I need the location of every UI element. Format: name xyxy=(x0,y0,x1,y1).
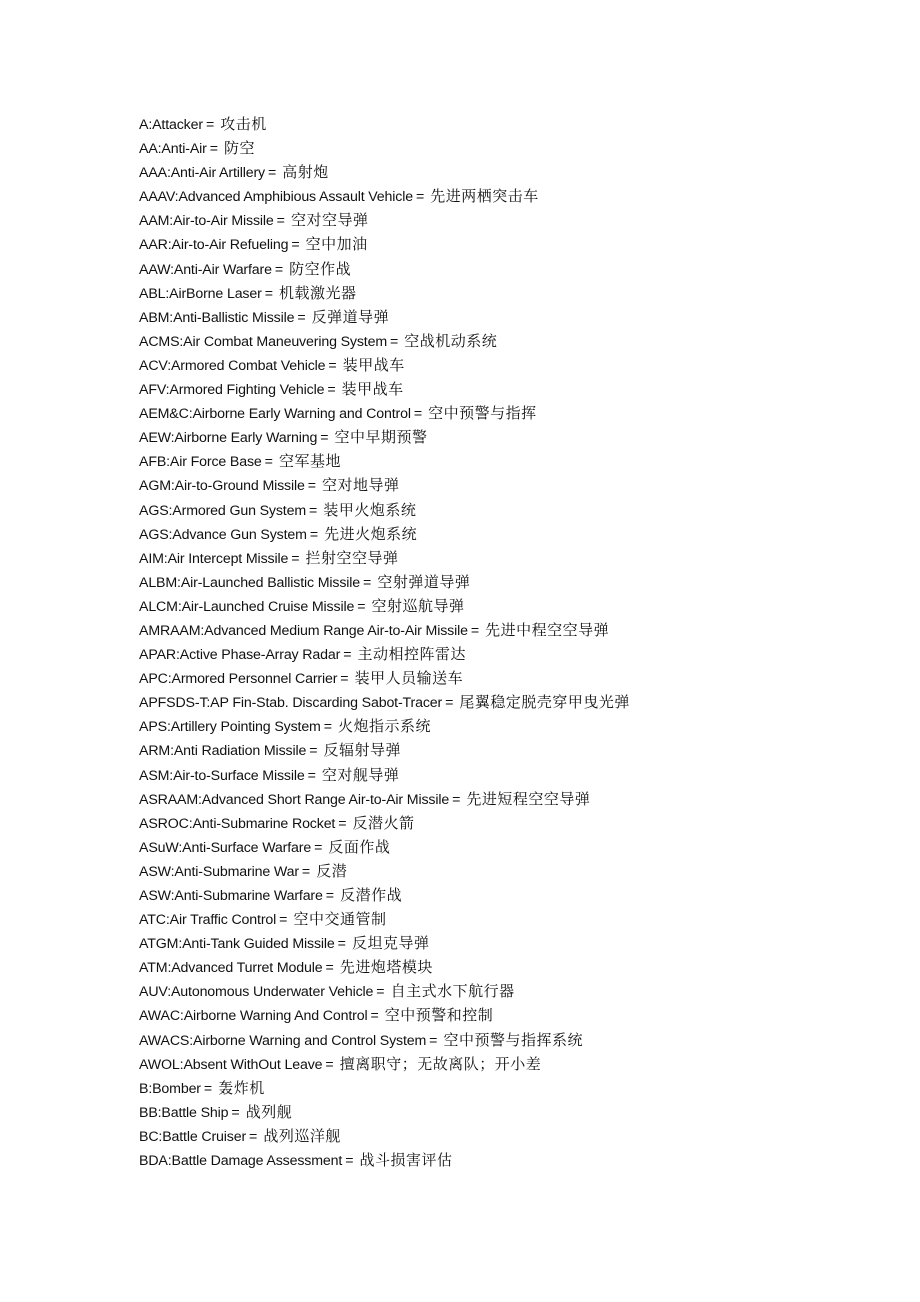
entry-separator: = xyxy=(320,430,329,447)
entry-meaning: 反弹道导弹 xyxy=(311,307,390,326)
entry-term: AGS:Armored Gun System xyxy=(139,502,307,519)
entry-term: ATGM:Anti-Tank Guided Missile xyxy=(139,936,335,953)
glossary-entry xyxy=(139,546,859,570)
glossary-entry xyxy=(139,690,859,714)
entry-term: BB:Battle Ship xyxy=(139,1104,229,1121)
glossary-entry xyxy=(139,1148,859,1172)
entry-meaning: 高射炮 xyxy=(282,163,329,182)
glossary-entry xyxy=(139,257,859,281)
entry-meaning: 尾翼稳定脱壳穿甲曳光弹 xyxy=(459,693,630,712)
entry-term: ASROC:Anti-Submarine Rocket xyxy=(139,815,336,832)
entry-term: APAR:Active Phase-Array Radar xyxy=(139,647,341,664)
glossary-entry xyxy=(139,232,859,256)
glossary-entry xyxy=(139,835,859,859)
entry-separator: = xyxy=(415,189,425,206)
entry-term: AGS:Advance Gun System xyxy=(139,526,307,543)
entry-meaning: 空对地导弹 xyxy=(322,476,400,495)
entry-separator: = xyxy=(363,574,372,591)
entry-separator: = xyxy=(343,647,352,664)
entry-term: AIM:Air Intercept Missile xyxy=(139,550,289,567)
entry-meaning: 装甲人员输送车 xyxy=(354,669,464,688)
glossary-entry xyxy=(139,1052,859,1076)
entry-separator: = xyxy=(452,791,461,808)
glossary-entry xyxy=(139,160,859,184)
entry-meaning: 战列舰 xyxy=(245,1102,293,1121)
glossary-entry xyxy=(139,1028,859,1052)
entry-term: ATM:Advanced Turret Module xyxy=(139,960,323,977)
entry-meaning: 主动相控阵雷达 xyxy=(357,645,466,664)
entry-separator: = xyxy=(309,502,318,519)
glossary-entry xyxy=(139,184,859,208)
entry-term: AUV:Autonomous Underwater Vehicle xyxy=(139,984,374,1001)
entry-separator: = xyxy=(291,237,300,254)
entry-separator: = xyxy=(276,213,285,230)
entry-term: AMRAAM:Advanced Medium Range Air-to-Air Missile xyxy=(139,622,468,639)
entry-term: APFSDS-T:AP Fin-Stab. Discarding Sabot-Tracer xyxy=(139,695,443,712)
entry-separator: = xyxy=(264,285,273,302)
entry-term: AWAC:Airborne Warning And Control xyxy=(139,1008,368,1025)
glossary-entry xyxy=(139,329,859,353)
entry-meaning: 反潜火箭 xyxy=(352,813,415,832)
entry-meaning: 反辐射导弹 xyxy=(323,741,402,760)
entry-term: APS:Artillery Pointing System xyxy=(139,719,321,736)
entry-meaning: 防空 xyxy=(224,139,256,158)
entry-separator: = xyxy=(209,141,219,158)
entry-term: ACV:Armored Combat Vehicle xyxy=(139,357,326,374)
entry-term: ABM:Anti-Ballistic Missile xyxy=(139,309,295,326)
entry-meaning: 先进火炮系统 xyxy=(324,524,418,543)
entry-term: BC:Battle Cruiser xyxy=(139,1128,247,1145)
entry-term: AWOL:Absent WithOut Leave xyxy=(139,1056,323,1073)
entry-meaning: 轰炸机 xyxy=(218,1078,265,1097)
entry-term: AAR:Air-to-Air Refueling xyxy=(139,237,289,254)
entry-meaning: 火炮指示系统 xyxy=(338,717,432,736)
acronym-glossary-list xyxy=(139,112,859,1172)
entry-separator: = xyxy=(429,1032,438,1049)
entry-term: A:Attacker xyxy=(139,117,203,133)
entry-separator: = xyxy=(345,1153,354,1170)
glossary-entry xyxy=(139,473,859,497)
entry-meaning: 空中交通管制 xyxy=(293,910,387,929)
entry-meaning: 攻击机 xyxy=(220,115,267,133)
entry-meaning: 空对空导弹 xyxy=(290,211,369,230)
entry-separator: = xyxy=(327,382,336,399)
glossary-entry xyxy=(139,522,859,546)
glossary-entry xyxy=(139,425,859,449)
glossary-entry xyxy=(139,787,859,811)
glossary-entry xyxy=(139,907,859,931)
glossary-entry xyxy=(139,449,859,473)
glossary-entry xyxy=(139,305,859,329)
glossary-entry xyxy=(139,859,859,883)
glossary-entry xyxy=(139,955,859,979)
entry-meaning: 空军基地 xyxy=(278,452,341,471)
entry-term: ASRAAM:Advanced Short Range Air-to-Air Missile xyxy=(139,791,450,808)
entry-term: ALCM:Air-Launched Cruise Missile xyxy=(139,598,355,615)
entry-separator: = xyxy=(279,912,288,929)
glossary-entry xyxy=(139,136,859,160)
entry-meaning: 装甲战车 xyxy=(342,355,405,374)
entry-separator: = xyxy=(249,1128,258,1145)
entry-separator: = xyxy=(357,598,366,615)
entry-term: ASW:Anti-Submarine War xyxy=(139,863,299,880)
entry-meaning: 先进中程空空导弹 xyxy=(485,620,610,639)
entry-separator: = xyxy=(231,1104,240,1121)
glossary-entry xyxy=(139,642,859,666)
entry-meaning: 装甲火炮系统 xyxy=(323,500,417,519)
entry-term: AAW:Anti-Air Warfare xyxy=(139,261,272,278)
glossary-entry xyxy=(139,763,859,787)
entry-term: AFB:Air Force Base xyxy=(139,454,262,471)
glossary-entry xyxy=(139,883,859,907)
entry-term: AAA:Anti-Air Artillery xyxy=(139,165,265,182)
entry-meaning: 先进两栖突击车 xyxy=(430,187,539,206)
entry-separator: = xyxy=(376,984,385,1001)
entry-meaning: 战斗损害评估 xyxy=(359,1151,453,1170)
entry-meaning: 空射巡航导弹 xyxy=(371,596,465,615)
entry-separator: = xyxy=(307,767,316,784)
glossary-entry xyxy=(139,931,859,955)
entry-separator: = xyxy=(297,309,306,326)
entry-term: ASW:Anti-Submarine Warfare xyxy=(139,888,323,904)
glossary-entry xyxy=(139,377,859,401)
entry-separator: = xyxy=(291,550,300,567)
glossary-entry xyxy=(139,401,859,425)
entry-separator: = xyxy=(413,406,423,423)
entry-separator: = xyxy=(325,888,335,904)
entry-separator: = xyxy=(274,261,284,278)
entry-separator: = xyxy=(264,454,273,471)
glossary-entry xyxy=(139,811,859,835)
entry-term: AGM:Air-to-Ground Missile xyxy=(139,478,305,495)
entry-separator: = xyxy=(337,936,346,953)
glossary-entry xyxy=(139,353,859,377)
entry-meaning: 空射弹道导弹 xyxy=(377,572,471,591)
entry-term: AA:Anti-Air xyxy=(139,141,207,158)
entry-term: ACMS:Air Combat Maneuvering System xyxy=(139,333,387,350)
entry-meaning: 空战机动系统 xyxy=(404,331,498,350)
glossary-entry xyxy=(139,979,859,1003)
entry-meaning: 反潜作战 xyxy=(340,886,403,904)
entry-separator: = xyxy=(328,357,337,374)
entry-separator: = xyxy=(309,526,319,543)
entry-separator: = xyxy=(325,960,334,977)
entry-separator: = xyxy=(338,815,347,832)
entry-separator: = xyxy=(370,1008,379,1025)
entry-meaning: 先进炮塔模块 xyxy=(339,958,433,977)
entry-term: ASM:Air-to-Surface Missile xyxy=(139,767,305,784)
entry-meaning: 空对舰导弹 xyxy=(321,765,400,784)
entry-term: B:Bomber xyxy=(139,1080,201,1097)
glossary-entry xyxy=(139,208,859,232)
entry-term: ALBM:Air-Launched Ballistic Missile xyxy=(139,574,361,591)
entry-separator: = xyxy=(301,863,311,880)
entry-meaning: 先进短程空空导弹 xyxy=(466,789,591,808)
glossary-entry xyxy=(139,570,859,594)
glossary-entry xyxy=(139,714,859,738)
entry-meaning: 擅离职守；无故离队；开小差 xyxy=(339,1054,542,1073)
entry-separator: = xyxy=(470,622,480,639)
entry-term: BDA:Battle Damage Assessment xyxy=(139,1153,343,1170)
glossary-entry xyxy=(139,1003,859,1027)
glossary-entry xyxy=(139,618,859,642)
glossary-entry xyxy=(139,738,859,762)
entry-term: ATC:Air Traffic Control xyxy=(139,912,277,929)
entry-meaning: 空中早期预警 xyxy=(334,428,428,447)
entry-separator: = xyxy=(325,1056,334,1073)
entry-meaning: 战列巡洋舰 xyxy=(263,1126,341,1145)
entry-separator: = xyxy=(205,117,215,133)
entry-separator: = xyxy=(445,695,454,712)
glossary-entry xyxy=(139,666,859,690)
entry-separator: = xyxy=(390,333,399,350)
entry-meaning: 装甲战车 xyxy=(341,380,404,399)
entry-term: ASuW:Anti-Surface Warfare xyxy=(139,839,312,856)
entry-meaning: 拦射空空导弹 xyxy=(305,548,399,567)
entry-meaning: 空中预警与指挥系统 xyxy=(443,1030,583,1049)
entry-meaning: 空中预警与指挥 xyxy=(428,404,537,423)
entry-meaning: 空中预警和控制 xyxy=(384,1006,494,1025)
entry-term: ABL:AirBorne Laser xyxy=(139,285,262,302)
glossary-entry xyxy=(139,281,859,305)
entry-separator: = xyxy=(203,1080,213,1097)
entry-term: AWACS:Airborne Warning and Control System xyxy=(139,1032,427,1049)
glossary-entry xyxy=(139,112,859,136)
entry-term: AEM&C:Airborne Early Warning and Control xyxy=(139,406,411,423)
glossary-entry xyxy=(139,1124,859,1148)
entry-term: AAAV:Advanced Amphibious Assault Vehicle xyxy=(139,189,413,206)
glossary-entry xyxy=(139,1100,859,1124)
entry-term: APC:Armored Personnel Carrier xyxy=(139,671,338,688)
entry-term: AEW:Airborne Early Warning xyxy=(139,430,318,447)
entry-term: AFV:Armored Fighting Vehicle xyxy=(139,382,325,399)
entry-separator: = xyxy=(323,719,333,736)
entry-separator: = xyxy=(268,165,277,182)
entry-meaning: 反潜 xyxy=(316,861,348,880)
entry-separator: = xyxy=(307,478,317,495)
entry-meaning: 反坦克导弹 xyxy=(351,934,430,953)
entry-term: AAM:Air-to-Air Missile xyxy=(139,213,274,230)
entry-meaning: 机载激光器 xyxy=(279,283,357,302)
entry-separator: = xyxy=(309,743,318,760)
entry-meaning: 空中加油 xyxy=(305,235,368,254)
entry-separator: = xyxy=(340,671,349,688)
entry-meaning: 反面作战 xyxy=(328,837,391,856)
entry-meaning: 自主式水下航行器 xyxy=(390,982,515,1001)
glossary-entry xyxy=(139,1076,859,1100)
entry-meaning: 防空作战 xyxy=(289,259,352,278)
glossary-entry xyxy=(139,498,859,522)
entry-separator: = xyxy=(314,839,323,856)
entry-term: ARM:Anti Radiation Missile xyxy=(139,743,307,760)
glossary-entry xyxy=(139,594,859,618)
